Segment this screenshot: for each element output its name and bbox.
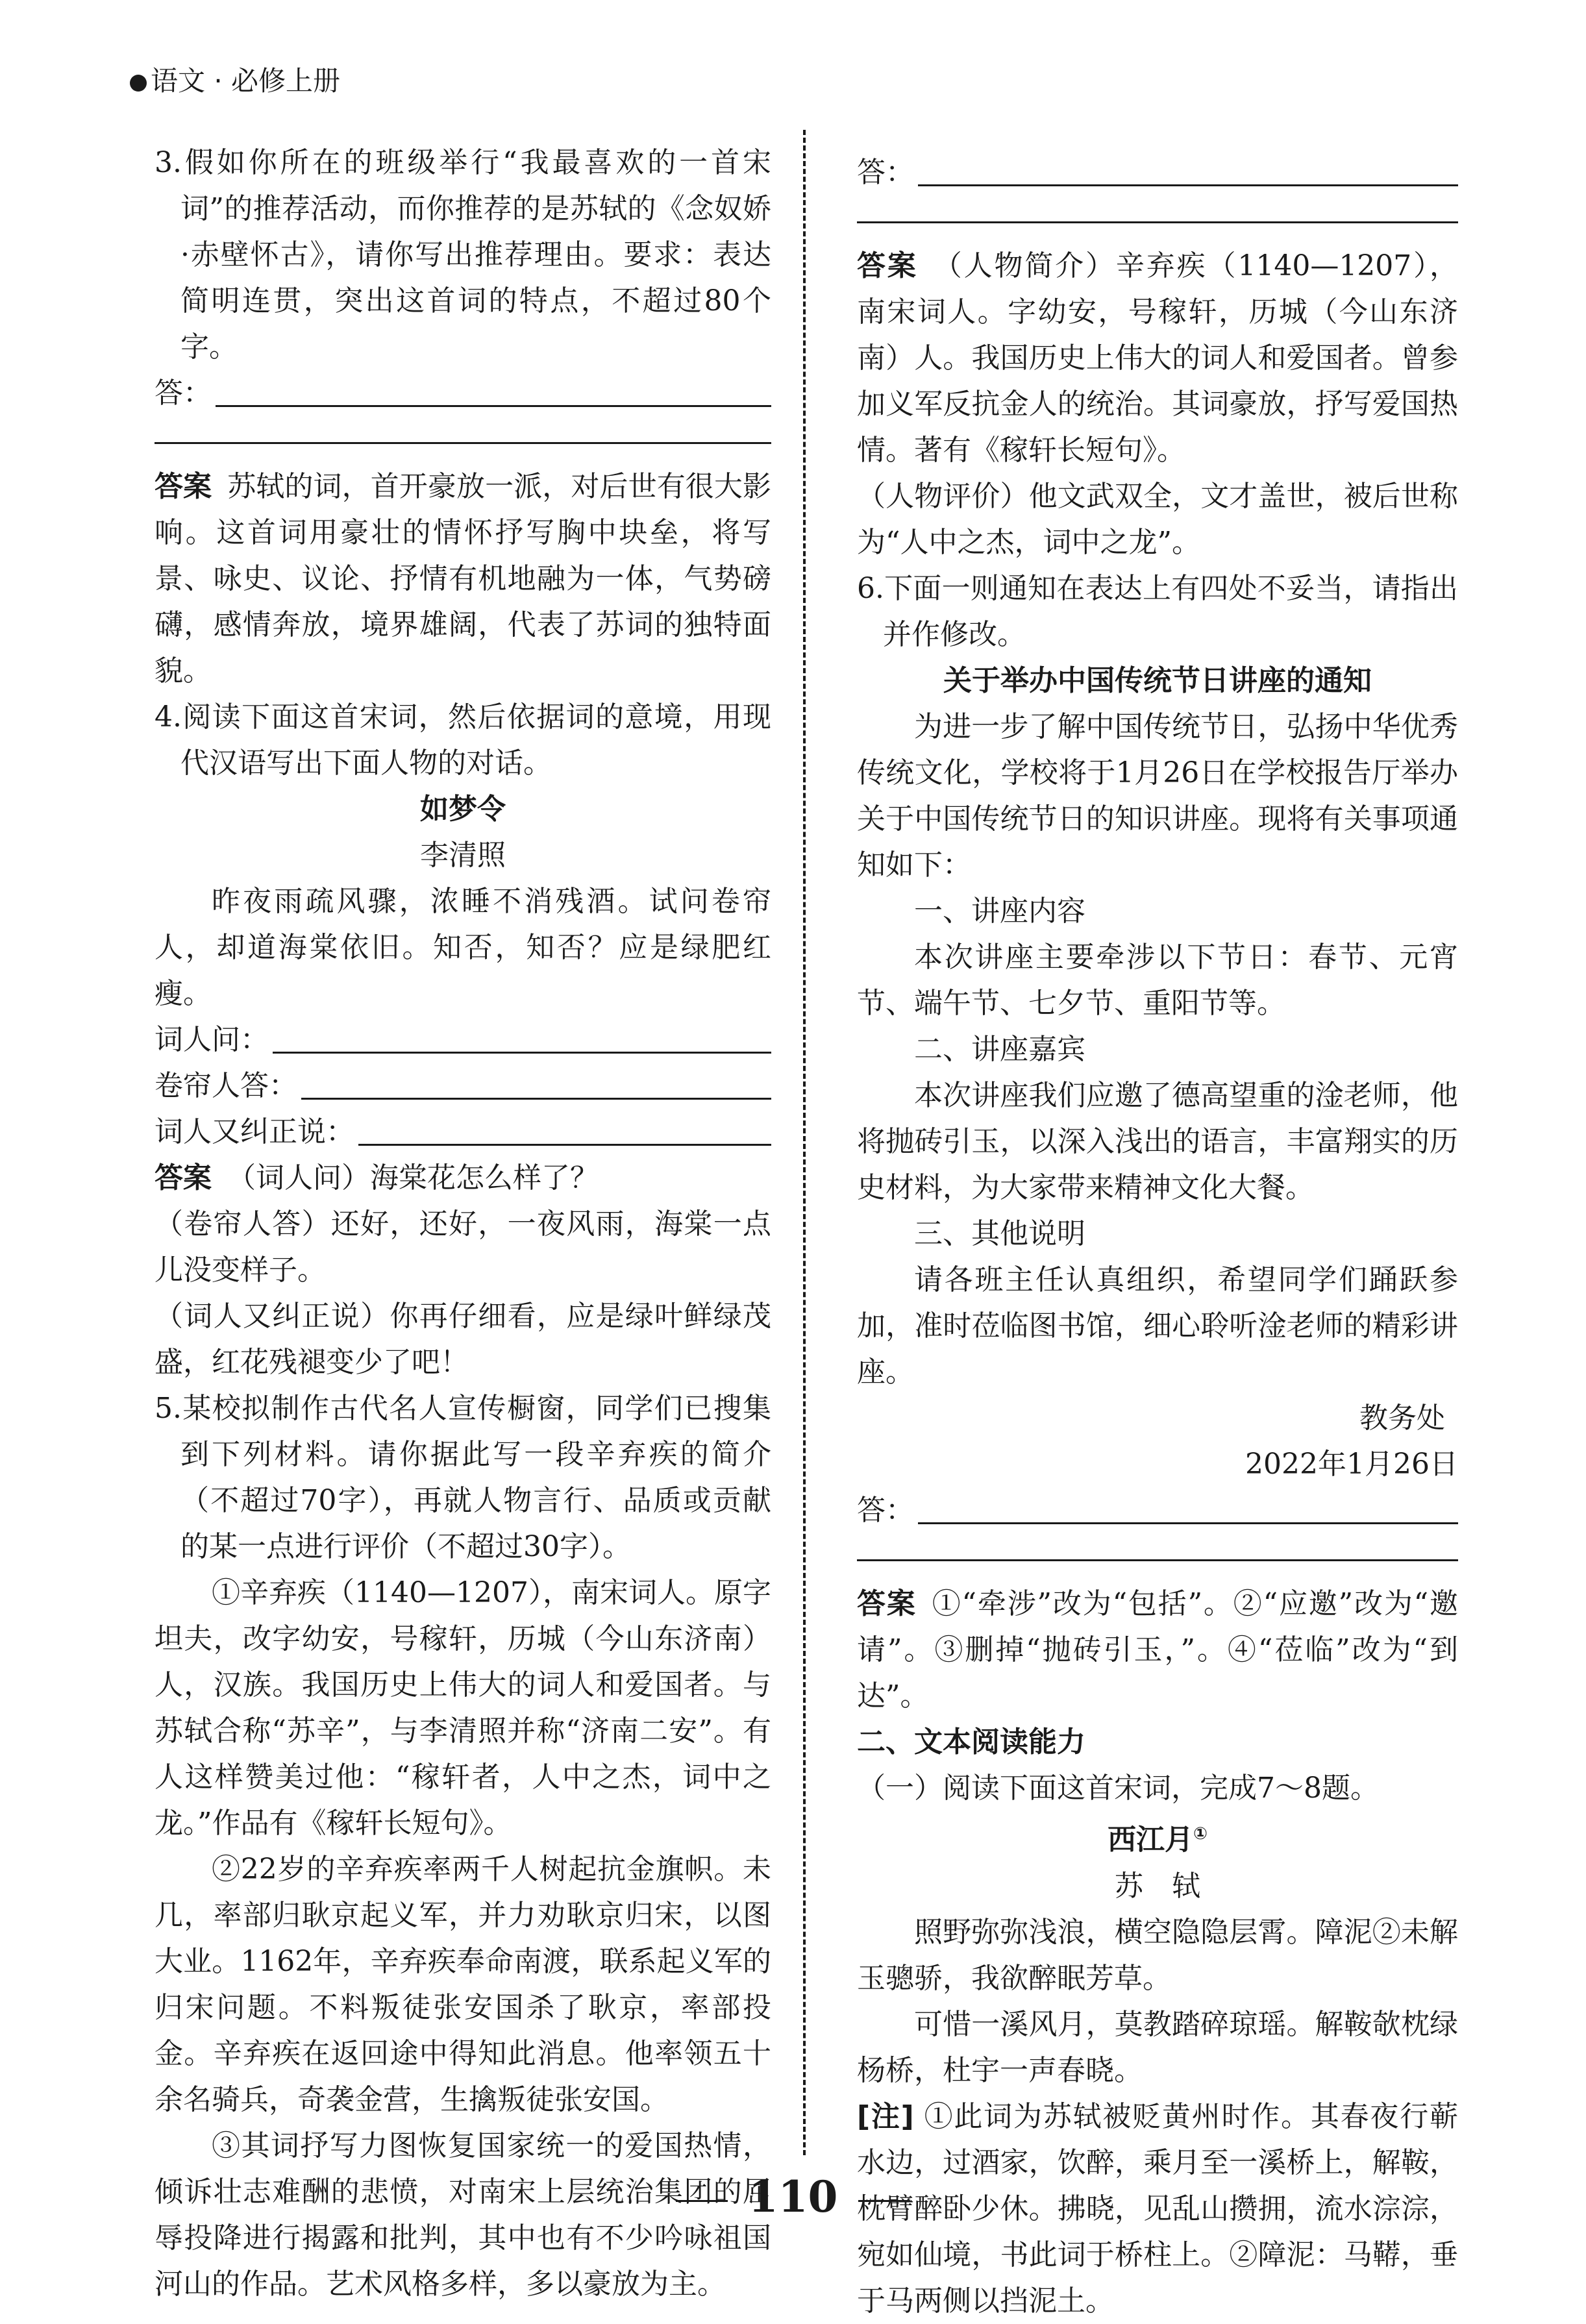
question-4: 4.阅读下面这首宋词，然后依据词的意境，用现代汉语写出下面人物的对话。 — [155, 700, 771, 780]
notice-body-3: 请各班主任认真组织，希望同学们踊跃参加，准时莅临图书馆，细心聆听淦老师的精彩讲座。 — [857, 1263, 1458, 1389]
answer-blank-line[interactable] — [155, 416, 771, 444]
answer-5-1: 答案 （人物简介）辛弃疾（1140—1207），南宋词人。字幼安，号稼轩，历城（今山东济南）人。我国历史上伟大的词人和爱国者。曾参加义军反抗金人的统治。其词豪放，抒写爱国热情。著有《稼轩长短句》。 — [857, 249, 1459, 467]
notice-date: 2022年1月26日 — [1245, 1448, 1458, 1481]
dialog-field-1[interactable]: 词人问： — [155, 1017, 771, 1063]
answer-field-5[interactable]: 答： — [857, 149, 1458, 195]
notice-heading-3: 三、其他说明 — [914, 1217, 1085, 1250]
poem-author-2: 苏 轼 — [1115, 1869, 1200, 1903]
poem-stanza-2: 可惜一溪风月，莫教踏碎琼瑶。解鞍欹枕绿杨桥，杜宇一声春晓。 — [857, 2007, 1458, 2087]
material-2: ②22岁的辛弃疾率两千人树起抗金旗帜。未几，率部归耿京起义军，并力劝耿京归宋，以图大业。1162年，辛弃疾奉命南渡，联系起义军的归宋问题。不料叛徒张安国杀了耿京，率部投金。辛弃疾在返回途中得知此消息。他率领五十余名骑兵，奇袭金营，生擒叛徒张安国。 — [155, 1853, 771, 2116]
bullet-icon — [130, 75, 147, 92]
answer-blank-line[interactable] — [857, 195, 1458, 223]
notice-para: 为进一步了解中国传统节日，弘扬中华优秀传统文化，学校将于1月26日在学校报告厅举办关于中国传统节日的知识讲座。现将有关事项通知如下： — [857, 710, 1458, 882]
left-column — [155, 140, 771, 2307]
poem-stanza-1: 照野弥弥浅浪，横空隐隐层霄。障泥②未解玉骢骄，我欲醉眠芳草。 — [857, 1915, 1458, 1995]
question-6: 6.下面一则通知在表达上有四处不妥当，请指出并作修改。 — [857, 572, 1458, 651]
notice-heading-2: 二、讲座嘉宾 — [914, 1033, 1085, 1066]
notice-heading-1: 一、讲座内容 — [914, 895, 1085, 928]
answer-field-3[interactable]: 答： — [155, 370, 771, 416]
answer-4-1: 答案 （词人问）海棠花怎么样了？ — [155, 1161, 599, 1194]
book-title: 语文 · 必修上册 — [151, 65, 341, 97]
poem-title-2: 西江月① — [1107, 1823, 1208, 1857]
notice-title: 关于举办中国传统节日讲座的通知 — [943, 664, 1372, 697]
section-heading: 二、文本阅读能力 — [857, 1725, 1085, 1759]
poem-author: 李清照 — [420, 839, 506, 872]
poem-text: 昨夜雨疏风骤，浓睡不消残酒。试问卷帘人，却道海棠依旧。知否，知否？应是绿肥红瘦。 — [155, 885, 771, 1010]
page-number: 110 — [0, 2171, 1586, 2222]
answer-3: 答案 苏轼的词，首开豪放一派，对后世有很大影响。这首词用豪壮的情怀抒写胸中块垒，将写景、咏史、议论、抒情有机地融为一体，气势磅礴，感情奔放，境界雄阔，代表了苏词的独特面貌。 — [155, 470, 772, 687]
answer-blank-line[interactable] — [857, 1533, 1458, 1561]
notice-body-2: 本次讲座我们应邀了德高望重的淦老师，他将抛砖引玉，以深入浅出的语言，丰富翔实的历史材料，为大家带来精神文化大餐。 — [857, 1079, 1458, 1204]
answer-field-6[interactable]: 答： — [857, 1487, 1458, 1533]
material-3: ③其词抒写力图恢复国家统一的爱国热情，倾诉壮志难酬的悲愤，对南宋上层统治集团的屈辱投降进行揭露和批判，其中也有不少吟咏祖国河山的作品。艺术风格多样，多以豪放为主。 — [155, 2129, 771, 2301]
answer-4-2: （卷帘人答）还好，还好，一夜风雨，海棠一点儿没变样子。 — [155, 1207, 771, 1287]
question-3: 3.假如你所在的班级举行“我最喜欢的一首宋词”的推荐活动，而你推荐的是苏轼的《念奴娇·赤壁怀古》，请你写出推荐理由。要求：表达简明连贯，突出这首词的特点，不超过80个字。 — [155, 146, 771, 364]
material-1: ①辛弃疾（1140—1207），南宋词人。原字坦夫，改字幼安，号稼轩，历城（今山东济南）人，汉族。我国历史上伟大的词人和爱国者。与苏轼合称“苏辛”，与李清照并称“济南二安”。有人这样赞美过他：“稼轩者，人中之杰，词中之龙。”作品有《稼轩长短句》。 — [155, 1576, 771, 1840]
question-5: 5.某校拟制作古代名人宣传橱窗，同学们已搜集到下列材料。请你据此写一段辛弃疾的简介（不超过70字），再就人物言行、品质或贡献的某一点进行评价（不超过30字）。 — [155, 1392, 771, 1563]
subsection-heading: （一）阅读下面这首宋词，完成7～8题。 — [857, 1772, 1379, 1805]
answer-4-3: （词人又纠正说）你再仔细看，应是绿叶鲜绿茂盛，红花残褪变少了吧！ — [155, 1300, 771, 1379]
poem-note: [注] ①此词为苏轼被贬黄州时作。其春夜行蕲水边，过酒家，饮醉，乘月至一溪桥上，解鞍，枕臂醉卧少休。拂晓，见乱山攒拥，流水淙淙，宛如仙境，书此词于桥柱上。②障泥：马鞯，垂于马两侧以挡泥土。 — [857, 2099, 1458, 2318]
answer-5-2: （人物评价）他文武双全，文才盖世，被后世称为“人中之杰，词中之龙”。 — [857, 480, 1458, 559]
dialog-field-3[interactable]: 词人又纠正说： — [155, 1109, 771, 1155]
column-divider — [803, 130, 806, 2155]
poem-title: 如梦令 — [420, 793, 506, 826]
page-header — [130, 60, 340, 99]
notice-body-1: 本次讲座主要牵涉以下节日：春节、元宵节、端午节、七夕节、重阳节等。 — [857, 941, 1458, 1020]
answer-6: 答案 ①“牵涉”改为“包括”。②“应邀”改为“邀请”。③删掉“抛砖引玉，”。④“莅临”改为“到达”。 — [857, 1587, 1458, 1712]
right-column — [857, 149, 1458, 2324]
dialog-field-2[interactable]: 卷帘人答： — [155, 1063, 771, 1109]
notice-signature: 教务处 — [1359, 1402, 1445, 1435]
